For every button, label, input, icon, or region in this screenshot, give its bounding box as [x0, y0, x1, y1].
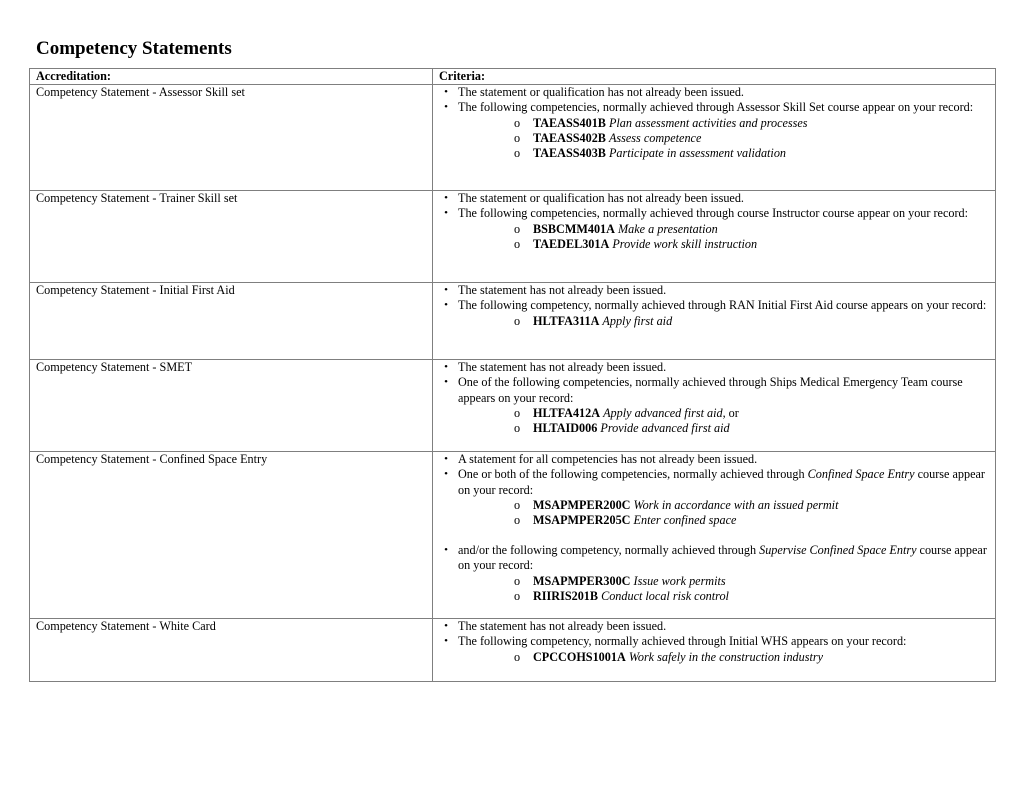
criteria-item	[444, 283, 989, 298]
competency-list	[458, 222, 989, 252]
circle-bullet-icon: o	[513, 588, 521, 603]
criteria-cell	[433, 283, 996, 360]
criteria-list	[439, 283, 989, 329]
bullet-icon: •	[444, 284, 448, 297]
criteria-item	[444, 543, 989, 604]
criteria-text: One of the following competencies, normally achieved through Ships Medical Emergency Team course appears on your record:	[458, 375, 963, 405]
table-row	[30, 191, 996, 283]
competency-title: Issue work permits	[633, 573, 726, 588]
circle-bullet-icon: o	[513, 236, 521, 251]
competency-item	[513, 130, 989, 146]
bullet-icon: •	[444, 207, 448, 220]
competency-title: Participate in assessment validation	[608, 146, 787, 161]
criteria-cell	[433, 85, 996, 191]
table-header-row	[30, 69, 996, 85]
competency-title: Conduct local risk control	[601, 588, 729, 603]
competency-item	[513, 649, 989, 665]
competency-item	[513, 405, 989, 421]
criteria-text-tail: course appear on your record:	[458, 543, 987, 573]
circle-bullet-icon: o	[513, 513, 521, 528]
competency-item	[513, 588, 989, 604]
bullet-icon: •	[444, 361, 448, 374]
criteria-item	[444, 619, 989, 634]
competency-list	[458, 498, 989, 528]
criteria-text: The following competency, normally achieved through Initial WHS appears on your record:	[458, 634, 907, 649]
table-body	[30, 85, 996, 682]
competency-title: Provide advanced first aid	[600, 421, 730, 436]
competency-item	[513, 115, 989, 131]
circle-bullet-icon: o	[513, 649, 521, 664]
competency-list	[458, 406, 989, 436]
criteria-text: The following competencies, normally achieved through course Instructor course appear on your record:	[458, 206, 969, 221]
circle-bullet-icon: o	[513, 405, 521, 420]
competency-list	[458, 650, 989, 665]
competency-code: MSAPMPER300C	[533, 573, 631, 588]
criteria-item	[444, 191, 989, 206]
bullet-icon: •	[444, 299, 448, 312]
table-row	[30, 360, 996, 452]
criteria-list	[439, 85, 989, 161]
criteria-text: The following competency, normally achieved through RAN Initial First Aid course appears on your record:	[458, 298, 987, 313]
criteria-text: The following competencies, normally achieved through Assessor Skill Set course appear on your record:	[458, 100, 974, 115]
competency-item	[513, 146, 989, 161]
bullet-icon: •	[444, 86, 448, 99]
bullet-icon: •	[444, 635, 448, 648]
course-name: Confined Space Entry	[807, 467, 915, 482]
criteria-item	[444, 206, 989, 252]
competency-item	[513, 497, 989, 513]
criteria-item	[444, 100, 989, 161]
competency-title: Assess competence	[608, 130, 702, 145]
competency-list	[458, 314, 989, 329]
criteria-item	[444, 467, 989, 528]
table-row	[30, 283, 996, 360]
criteria-item	[444, 452, 989, 467]
page-title: Competency Statements	[36, 38, 232, 59]
criteria-item	[444, 360, 989, 375]
criteria-item	[444, 634, 989, 664]
circle-bullet-icon: o	[513, 146, 521, 161]
criteria-cell	[433, 191, 996, 283]
criteria-item	[444, 375, 989, 436]
competency-title: Make a presentation	[617, 221, 718, 236]
criteria-text: A statement for all competencies has not already been issued.	[458, 452, 758, 467]
competency-title: Provide work skill instruction	[612, 236, 758, 251]
criteria-text: The statement or qualification has not already been issued.	[458, 85, 744, 100]
table-row	[30, 452, 996, 619]
criteria-header: Criteria:	[433, 69, 996, 85]
bullet-icon: •	[444, 620, 448, 633]
circle-bullet-icon: o	[513, 221, 521, 236]
competency-item	[513, 236, 989, 252]
competency-list	[458, 116, 989, 162]
competency-code: BSBCMM401A	[533, 221, 615, 236]
competency-table	[29, 68, 996, 682]
competency-code: HLTFA311A	[533, 313, 600, 328]
criteria-list	[439, 360, 989, 436]
bullet-icon: •	[444, 544, 448, 557]
competency-title: Apply advanced first aid,	[603, 405, 726, 420]
bullet-icon: •	[444, 376, 448, 389]
competency-code: HLTAID006	[533, 421, 598, 436]
table-row	[30, 85, 996, 191]
circle-bullet-icon: o	[513, 421, 521, 436]
criteria-text-tail: course appear on your record:	[458, 467, 985, 497]
criteria-text: The statement has not already been issued.	[458, 283, 667, 298]
competency-list	[458, 574, 989, 604]
bullet-icon: •	[444, 453, 448, 466]
accreditation-cell: Competency Statement - SMET	[30, 360, 433, 452]
criteria-list	[439, 452, 989, 604]
criteria-item	[444, 85, 989, 100]
criteria-text: One or both of the following competencies, normally achieved through	[458, 467, 808, 482]
accreditation-cell: Competency Statement - Confined Space Entry	[30, 452, 433, 619]
bullet-icon: •	[444, 192, 448, 205]
competency-code: TAEASS401B	[533, 115, 606, 130]
criteria-item	[444, 298, 989, 328]
circle-bullet-icon: o	[513, 497, 521, 512]
circle-bullet-icon: o	[513, 130, 521, 145]
accreditation-cell: Competency Statement - Assessor Skill set	[30, 85, 433, 191]
competency-title: Enter confined space	[633, 513, 737, 528]
criteria-text: The statement has not already been issued.	[458, 360, 667, 375]
criteria-text: and/or the following competency, normally achieved through	[458, 543, 760, 558]
competency-item	[513, 573, 989, 589]
accreditation-header: Accreditation:	[30, 69, 433, 85]
competency-code: CPCCOHS1001A	[533, 649, 626, 664]
criteria-cell	[433, 619, 996, 682]
accreditation-cell: Competency Statement - Trainer Skill set	[30, 191, 433, 283]
accreditation-cell: Competency Statement - White Card	[30, 619, 433, 682]
criteria-text: The statement or qualification has not already been issued.	[458, 191, 744, 206]
competency-code: TAEDEL301A	[533, 236, 610, 251]
competency-code: TAEASS402B	[533, 130, 606, 145]
competency-code: MSAPMPER200C	[533, 497, 631, 512]
competency-title: Work in accordance with an issued permit	[633, 497, 839, 512]
criteria-cell	[433, 452, 996, 619]
bullet-icon: •	[444, 468, 448, 481]
accreditation-cell: Competency Statement - Initial First Aid	[30, 283, 433, 360]
competency-title: Work safely in the construction industry	[628, 649, 824, 664]
competency-item	[513, 221, 989, 237]
competency-tail: or	[725, 405, 739, 420]
competency-code: MSAPMPER205C	[533, 513, 631, 528]
competency-title: Plan assessment activities and processes	[608, 115, 808, 130]
competency-code: TAEASS403B	[533, 146, 606, 161]
circle-bullet-icon: o	[513, 115, 521, 130]
circle-bullet-icon: o	[513, 573, 521, 588]
criteria-cell	[433, 360, 996, 452]
table-row	[30, 619, 996, 682]
competency-code: HLTFA412A	[533, 405, 601, 420]
criteria-list	[439, 191, 989, 252]
course-name: Supervise Confined Space Entry	[759, 543, 917, 558]
competency-item	[513, 513, 989, 528]
criteria-text: The statement has not already been issued.	[458, 619, 667, 634]
circle-bullet-icon: o	[513, 313, 521, 328]
bullet-icon: •	[444, 101, 448, 114]
competency-item	[513, 313, 989, 329]
competency-code: RIIRIS201B	[533, 588, 599, 603]
criteria-list	[439, 619, 989, 665]
competency-item	[513, 421, 989, 436]
competency-title: Apply first aid	[602, 313, 673, 328]
